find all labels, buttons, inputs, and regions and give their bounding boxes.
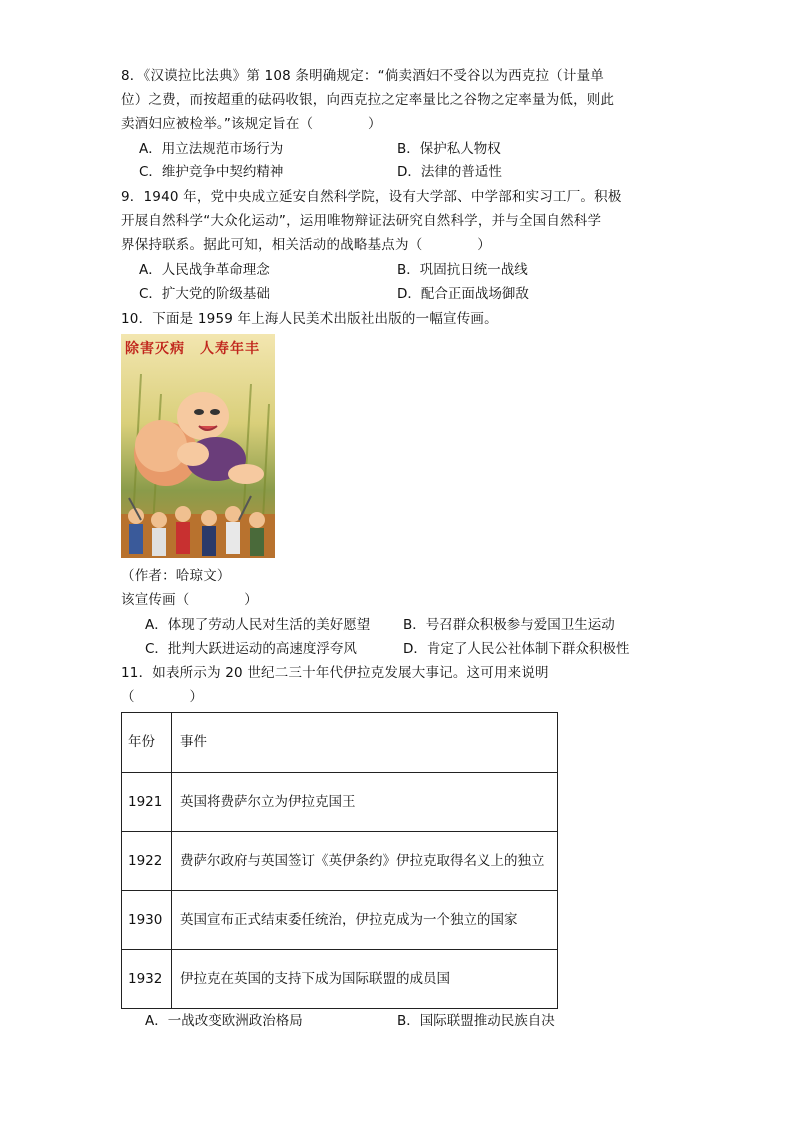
- q10-option-a[interactable]: A．体现了劳动人民对生活的美好愿望: [145, 617, 371, 633]
- q9-line-3: 界保持联系。据此可知，相关活动的战略基点为（ ）: [121, 237, 491, 253]
- q8-option-c[interactable]: C．维护竞争中契约精神: [139, 164, 284, 180]
- table-cell-year: 1922: [122, 832, 172, 891]
- propaganda-poster-image: [121, 334, 275, 558]
- table-row: [122, 773, 558, 832]
- table-header-row: [122, 713, 558, 773]
- q8-line-2: 位）之费，而按超重的砝码收银，向西克拉之定率量比之谷物之定率量为低，则此: [121, 92, 615, 108]
- q10-option-c[interactable]: C．批判大跃进运动的高速度浮夸风: [145, 641, 357, 657]
- iraq-events-table: [121, 712, 558, 1009]
- q10-stem: 该宣传画（ ）: [121, 592, 258, 608]
- q11-option-b[interactable]: B．国际联盟推动民族自决: [397, 1013, 555, 1029]
- q9-option-b[interactable]: B．巩固抗日统一战线: [397, 262, 528, 278]
- q9-line-2: 开展自然科学“大众化运动”，运用唯物辩证法研究自然科学，并与全国自然科学: [121, 213, 602, 229]
- q10-option-b[interactable]: B．号召群众积极参与爱国卫生运动: [403, 617, 615, 633]
- table-row: [122, 891, 558, 950]
- q8-line-3: 卖酒妇应被检举。”该规定旨在（ ）: [121, 116, 382, 132]
- q11-line-1: 11．如表所示为 20 世纪二三十年代伊拉克发展大事记。这可用来说明: [121, 665, 549, 681]
- q11-option-a[interactable]: A．一战改变欧洲政治格局: [145, 1013, 303, 1029]
- q9-option-d[interactable]: D．配合正面战场御敌: [397, 286, 529, 302]
- q10-option-d[interactable]: D．肯定了人民公社体制下群众积极性: [403, 641, 630, 657]
- table-row: [122, 950, 558, 1009]
- table-cell-event: 伊拉克在英国的支持下成为国际联盟的成员国: [172, 950, 558, 1009]
- q10-line-1: 10．下面是 1959 年上海人民美术出版社出版的一幅宣传画。: [121, 311, 498, 327]
- q8-option-a[interactable]: A．用立法规范市场行为: [139, 141, 284, 157]
- table-cell-year: 1930: [122, 891, 172, 950]
- table-cell-year: 1921: [122, 773, 172, 832]
- poster-illustration: [121, 334, 275, 558]
- table-header-year: 年份: [122, 713, 172, 773]
- q11-line-2: （ ）: [121, 689, 204, 705]
- q8-line-1: 8．《汉谟拉比法典》第 108 条明确规定：“倘卖酒妇不受谷以为西克拉（计量单: [121, 68, 604, 84]
- table-cell-event: 费萨尔政府与英国签订《英伊条约》伊拉克取得名义上的独立: [172, 832, 558, 891]
- q9-option-a[interactable]: A．人民战争革命理念: [139, 262, 270, 278]
- table-row: [122, 832, 558, 891]
- poster-title: 除害灭病 人寿年丰: [125, 341, 260, 357]
- q8-option-d[interactable]: D．法律的普适性: [397, 164, 502, 180]
- table-cell-event: 英国将费萨尔立为伊拉克国王: [172, 773, 558, 832]
- q10-author: （作者：哈琼文）: [121, 568, 231, 584]
- table-cell-year: 1932: [122, 950, 172, 1009]
- table-header-event: 事件: [172, 713, 558, 773]
- q9-line-1: 9．1940 年，党中央成立延安自然科学院，设有大学部、中学部和实习工厂。积极: [121, 189, 622, 205]
- table-cell-event: 英国宣布正式结束委任统治，伊拉克成为一个独立的国家: [172, 891, 558, 950]
- q8-option-b[interactable]: B．保护私人物权: [397, 141, 501, 157]
- q9-option-c[interactable]: C．扩大党的阶级基础: [139, 286, 270, 302]
